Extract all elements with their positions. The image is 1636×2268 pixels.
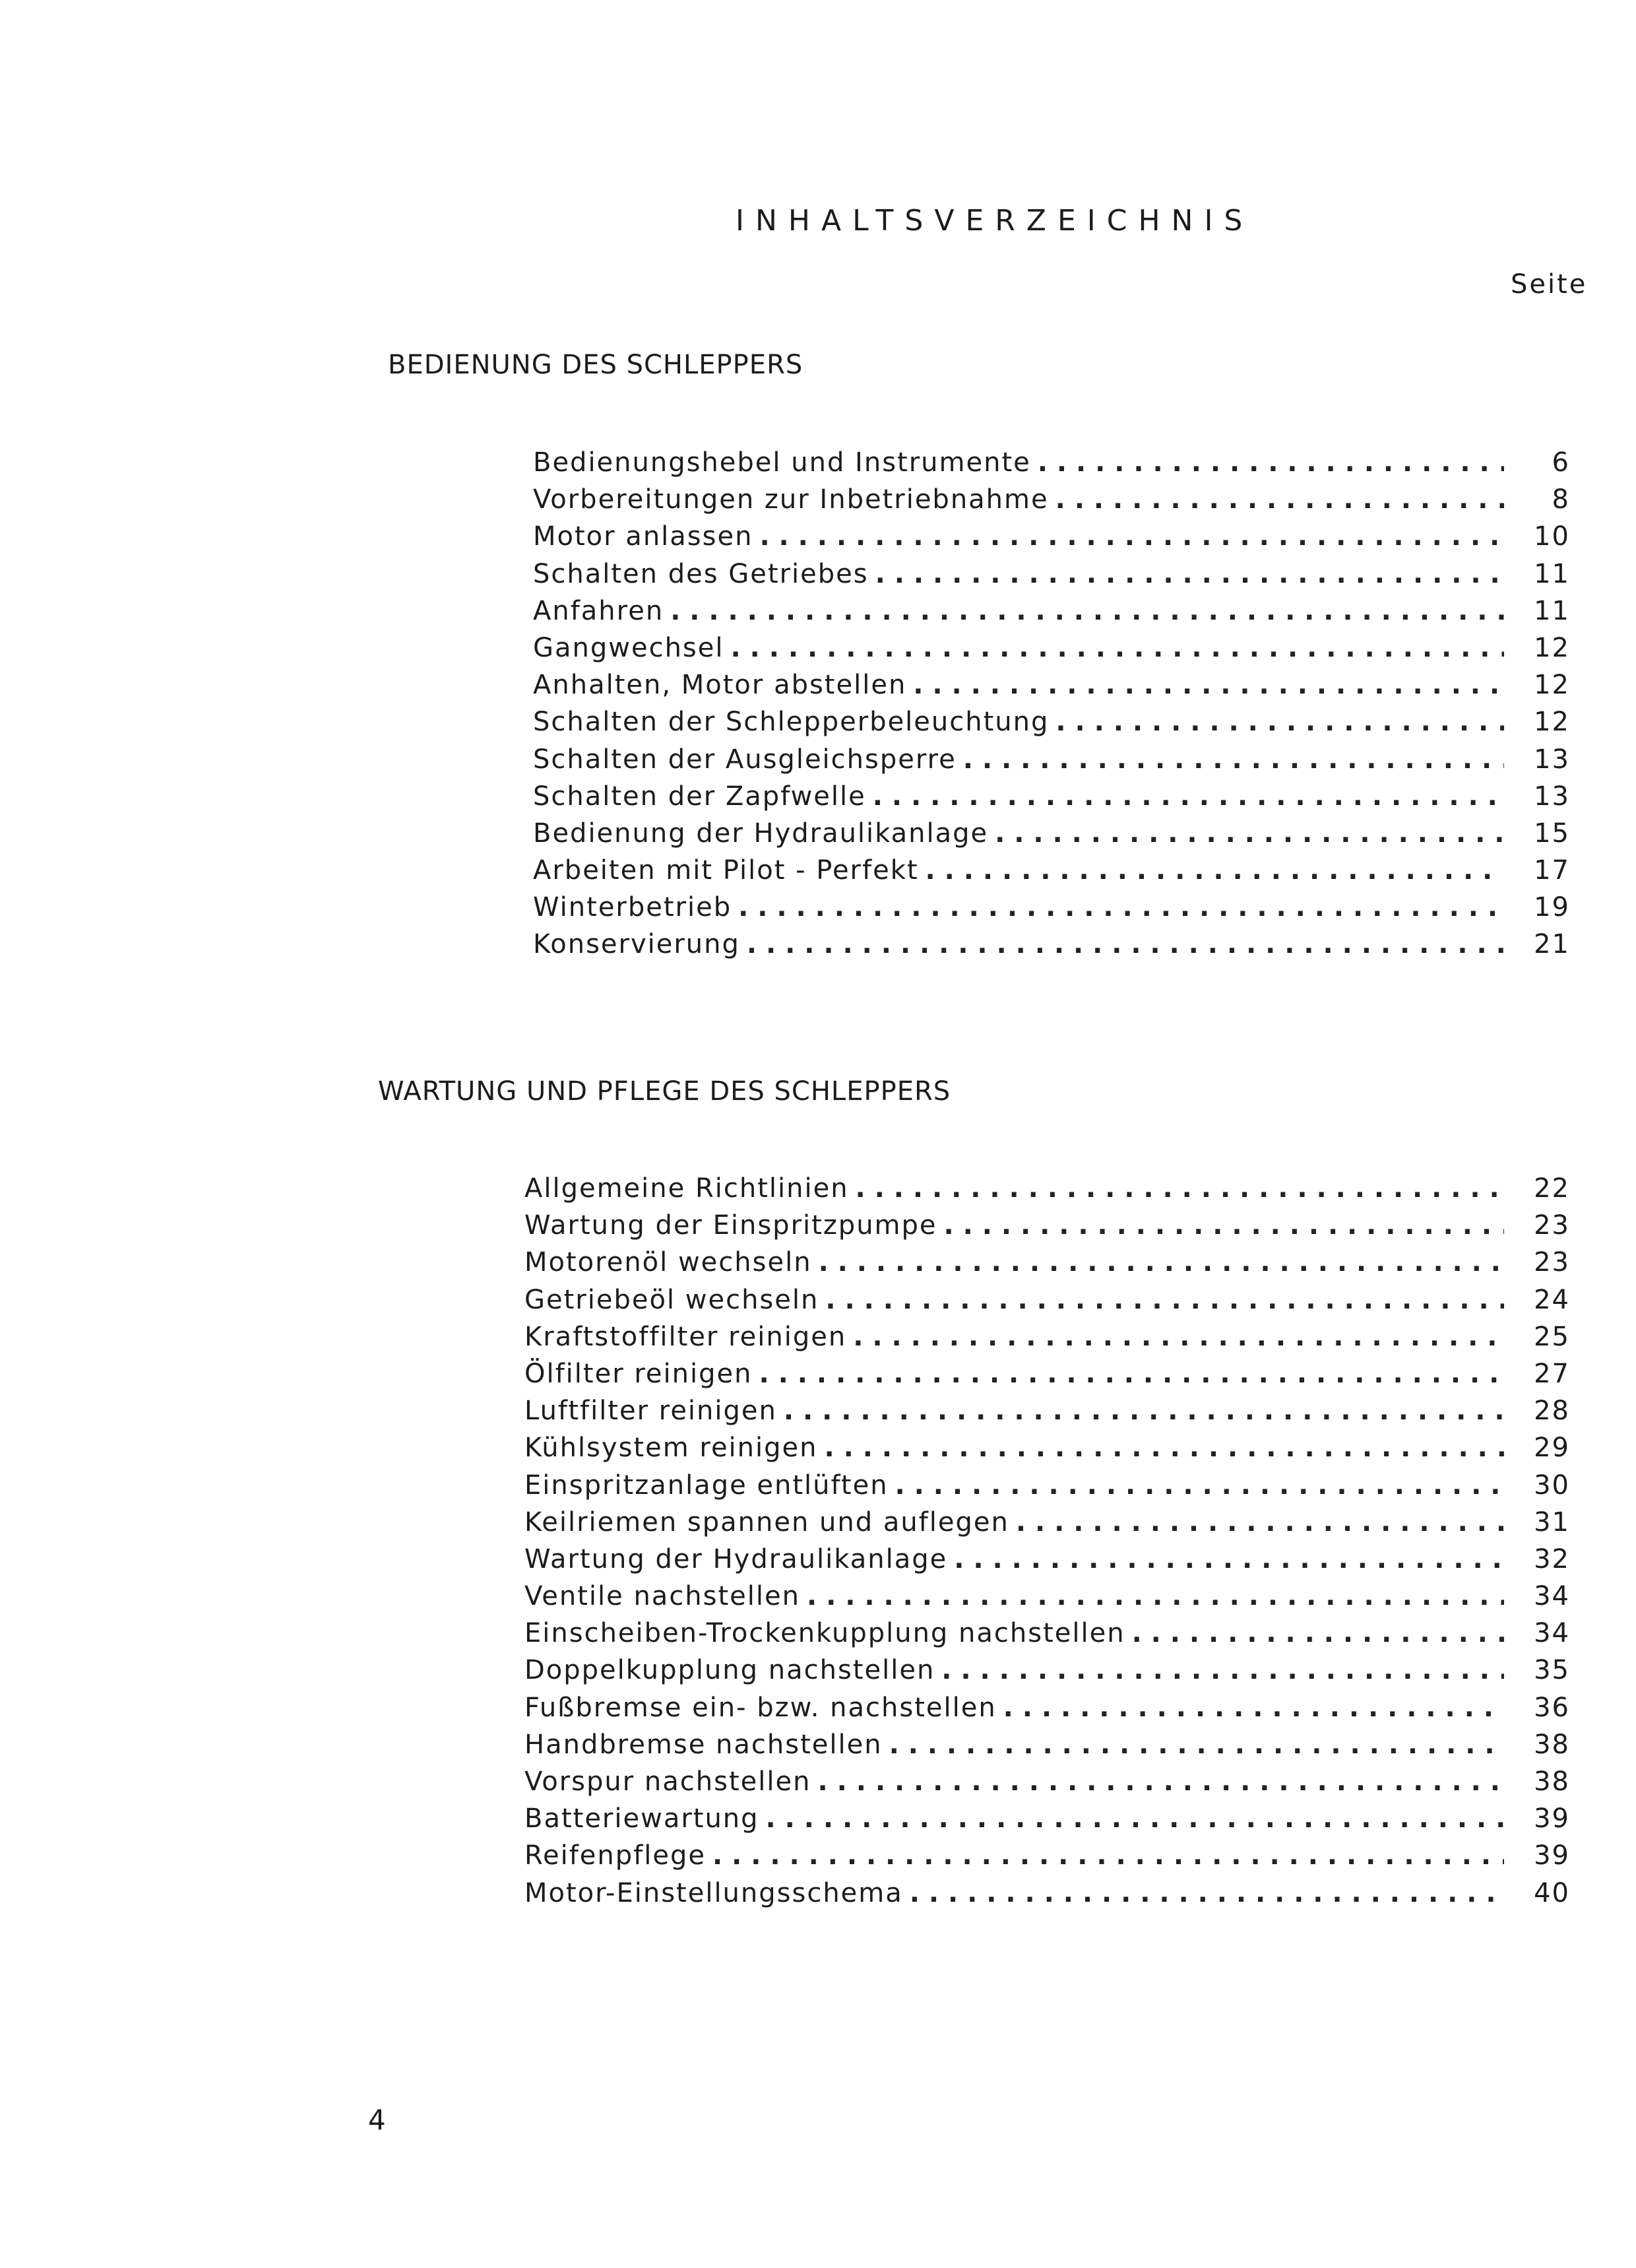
dot-leader (853, 1322, 1504, 1352)
toc-entry (533, 596, 1570, 633)
dot-leader (944, 1210, 1504, 1241)
toc-entry-label: Motorenöl wechseln (524, 1247, 812, 1278)
dot-leader (873, 781, 1504, 812)
dot-leader (817, 1766, 1504, 1797)
toc-entry-page: 23 (1534, 1247, 1570, 1278)
toc-entry-page: 11 (1534, 558, 1570, 589)
toc-entry (524, 1396, 1570, 1433)
toc-entry-label: Motor-Einstellungsschema (524, 1877, 903, 1908)
toc-entry (524, 1693, 1570, 1730)
toc-entry-label: Arbeiten mit Pilot - Perfekt (533, 855, 919, 886)
toc-entry-label: Motor anlassen (533, 521, 753, 552)
toc-entry-label: Einscheiben-Trockenkupplung nachstellen (524, 1618, 1125, 1649)
dot-leader (995, 818, 1504, 849)
toc-entry-label: Getriebeöl wechseln (524, 1284, 819, 1315)
toc-entry-label: Doppelkupplung nachstellen (524, 1655, 935, 1686)
toc-entry (533, 670, 1570, 707)
dot-leader (747, 929, 1504, 959)
toc-entry-page: 32 (1534, 1543, 1570, 1574)
toc-entry-page: 15 (1534, 818, 1570, 849)
toc-entry-page: 10 (1534, 521, 1570, 552)
toc-entry-label: Anhalten, Motor abstellen (533, 670, 907, 701)
toc-entry-page: 6 (1552, 447, 1570, 478)
toc-entry-label: Anfahren (533, 595, 664, 626)
toc-entry-page: 24 (1534, 1284, 1570, 1315)
toc-entry-page: 25 (1534, 1321, 1570, 1352)
dot-leader (1016, 1507, 1504, 1538)
dot-leader (759, 1359, 1504, 1389)
dot-leader (807, 1581, 1504, 1611)
section-heading-wartung: WARTUNG UND PFLEGE DES SCHLEPPERS (378, 1076, 951, 1107)
toc-entry (524, 1618, 1570, 1655)
toc-entry (533, 744, 1570, 781)
dot-leader (825, 1285, 1504, 1315)
dot-leader (712, 1840, 1504, 1871)
toc-list-wartung (524, 1173, 1570, 1915)
toc-entry-label: Ventile nachstellen (524, 1581, 800, 1612)
dot-leader (954, 1544, 1504, 1574)
dot-leader (1055, 484, 1504, 515)
toc-entry (533, 781, 1570, 818)
toc-entry-page: 30 (1534, 1470, 1570, 1501)
dot-leader (856, 1173, 1504, 1204)
toc-entry (533, 892, 1570, 929)
toc-entry-label: Gangwechsel (533, 632, 724, 663)
toc-entry (524, 1285, 1570, 1322)
toc-entry-page: 31 (1534, 1507, 1570, 1538)
toc-entry-page: 11 (1534, 595, 1570, 626)
dot-leader (941, 1655, 1504, 1685)
toc-entry (533, 855, 1570, 892)
toc-entry (524, 1210, 1570, 1247)
toc-entry (533, 521, 1570, 558)
toc-entry (533, 929, 1570, 966)
toc-entry-page: 22 (1534, 1173, 1570, 1204)
toc-entry (524, 1730, 1570, 1766)
toc-entry-page: 34 (1534, 1581, 1570, 1612)
dot-leader (913, 670, 1504, 700)
toc-entry (533, 484, 1570, 521)
toc-entry (533, 633, 1570, 670)
toc-entry-page: 29 (1534, 1433, 1570, 1464)
dot-leader (766, 1803, 1504, 1834)
toc-entry-label: Einspritzanlage entlüften (524, 1470, 889, 1501)
dot-leader (1055, 707, 1504, 737)
dot-leader (963, 744, 1504, 775)
toc-entry-label: Schalten der Ausgleichsperre (533, 744, 957, 775)
toc-entry-label: Schalten der Schlepperbeleuchtung (533, 707, 1050, 738)
dot-leader (1132, 1618, 1504, 1648)
toc-entry-label: Bedienung der Hydraulikanlage (533, 818, 989, 849)
toc-entry-label: Handbremse nachstellen (524, 1729, 883, 1760)
toc-entry-page: 17 (1534, 855, 1570, 886)
toc-entry (524, 1766, 1570, 1803)
toc-entry-page: 21 (1534, 929, 1570, 960)
toc-entry-page: 28 (1534, 1396, 1570, 1427)
toc-entry (524, 1581, 1570, 1618)
toc-entry (524, 1655, 1570, 1692)
toc-entry (524, 1359, 1570, 1396)
toc-entry (533, 707, 1570, 744)
toc-entry (533, 818, 1570, 855)
toc-entry-label: Reifenpflege (524, 1840, 706, 1871)
toc-entry-page: 36 (1534, 1692, 1570, 1723)
toc-entry-page: 19 (1534, 892, 1570, 923)
toc-entry-label: Ölfilter reinigen (524, 1358, 753, 1389)
toc-entry-label: Wartung der Hydraulikanlage (524, 1543, 948, 1574)
toc-entry-page: 38 (1534, 1729, 1570, 1760)
dot-leader (1038, 447, 1504, 478)
toc-entry-page: 12 (1534, 707, 1570, 738)
toc-entry (533, 447, 1570, 484)
dot-leader (824, 1433, 1504, 1463)
page-number: 4 (368, 2104, 386, 2136)
toc-entry-label: Konservierung (533, 929, 740, 960)
toc-entry-page: 34 (1534, 1618, 1570, 1649)
toc-entry-page: 35 (1534, 1655, 1570, 1686)
toc-entry-page: 12 (1534, 632, 1570, 663)
toc-entry-page: 39 (1534, 1840, 1570, 1871)
toc-entry-page: 12 (1534, 670, 1570, 701)
toc-entry (524, 1507, 1570, 1544)
toc-entry-label: Vorspur nachstellen (524, 1766, 811, 1797)
toc-entry (524, 1803, 1570, 1840)
toc-entry-label: Kühlsystem reinigen (524, 1433, 818, 1464)
dot-leader (926, 855, 1504, 886)
toc-entry-page: 40 (1534, 1877, 1570, 1908)
toc-entry-label: Allgemeine Richtlinien (524, 1173, 849, 1204)
toc-entry (524, 1544, 1570, 1581)
toc-entry-page: 13 (1534, 781, 1570, 812)
toc-entry (524, 1433, 1570, 1470)
dot-leader (738, 892, 1504, 923)
toc-entry-label: Vorbereitungen zur Inbetriebnahme (533, 484, 1049, 515)
toc-entry (524, 1840, 1570, 1877)
toc-entry-page: 8 (1552, 484, 1570, 515)
toc-entry-label: Schalten des Getriebes (533, 558, 869, 589)
toc-entry (533, 559, 1570, 596)
dot-leader (895, 1470, 1504, 1501)
dot-leader (819, 1247, 1504, 1278)
toc-list-bedienung (533, 447, 1570, 967)
toc-entry-label: Schalten der Zapfwelle (533, 781, 866, 812)
dot-leader (784, 1396, 1504, 1426)
section-heading-bedienung: BEDIENUNG DES SCHLEPPERS (388, 350, 803, 380)
dot-leader (1003, 1693, 1504, 1723)
toc-entry-page: 39 (1534, 1803, 1570, 1834)
toc-entry (524, 1173, 1570, 1210)
dot-leader (759, 521, 1504, 552)
dot-leader (730, 633, 1504, 663)
toc-entry-label: Wartung der Einspritzpumpe (524, 1210, 937, 1241)
toc-entry-page: 27 (1534, 1358, 1570, 1389)
page-column-label: Seite (1511, 269, 1588, 300)
dot-leader (670, 596, 1504, 626)
toc-entry (524, 1878, 1570, 1915)
toc-entry-label: Winterbetrieb (533, 892, 732, 923)
toc-entry-label: Fußbremse ein- bzw. nachstellen (524, 1692, 997, 1723)
toc-entry-label: Bedienungshebel und Instrumente (533, 447, 1031, 478)
toc-entry-page: 13 (1534, 744, 1570, 775)
dot-leader (910, 1878, 1504, 1908)
toc-entry (524, 1322, 1570, 1359)
toc-entry-label: Keilriemen spannen und auflegen (524, 1507, 1009, 1538)
toc-entry-label: Luftfilter reinigen (524, 1396, 777, 1427)
page-title: INHALTSVERZEICHNIS (736, 204, 1254, 238)
toc-entry (524, 1247, 1570, 1284)
dot-leader (875, 559, 1504, 589)
toc-entry-label: Kraftstoffilter reinigen (524, 1321, 847, 1352)
toc-entry-label: Batteriewartung (524, 1803, 759, 1834)
toc-entry-page: 23 (1534, 1210, 1570, 1241)
toc-entry-page: 38 (1534, 1766, 1570, 1797)
dot-leader (889, 1730, 1504, 1760)
toc-entry (524, 1470, 1570, 1507)
